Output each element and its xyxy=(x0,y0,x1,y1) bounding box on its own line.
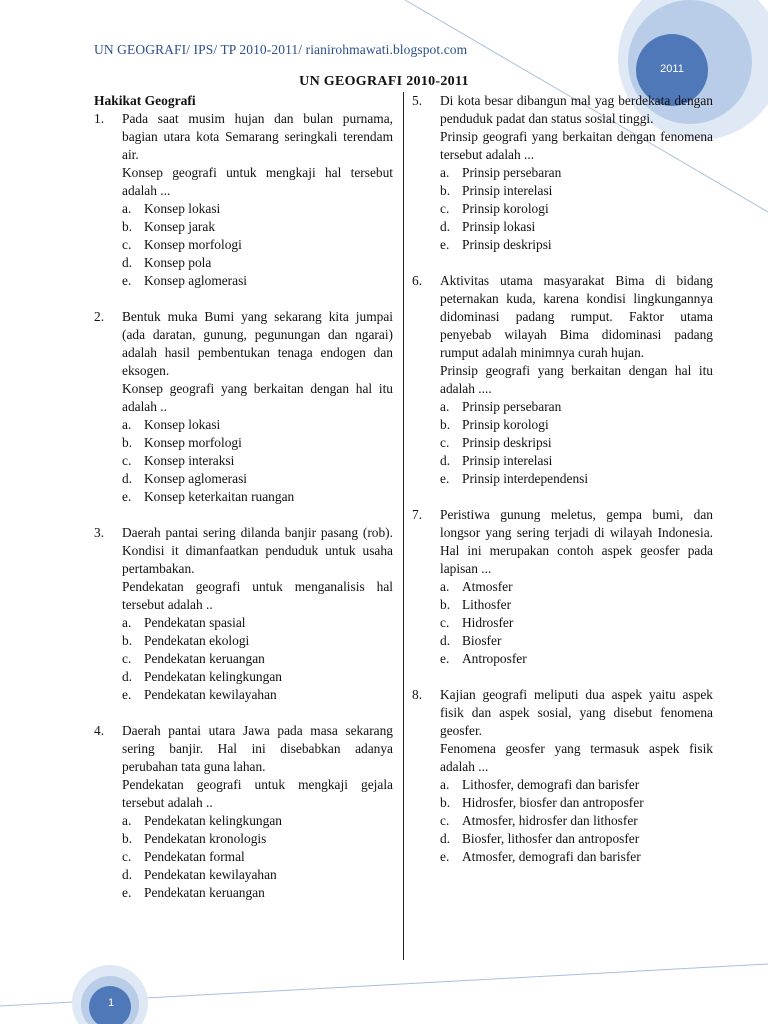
answer-option xyxy=(440,218,713,236)
question-7 xyxy=(412,506,713,668)
answer-option xyxy=(440,776,713,794)
answer-option xyxy=(122,686,393,704)
answer-option xyxy=(440,632,713,650)
answer-option xyxy=(440,236,713,254)
answer-option xyxy=(122,254,393,272)
answer-option xyxy=(122,434,393,452)
option-text: Pendekatan kelingkungan xyxy=(144,669,282,684)
question-stem: Pada saat musim hujan dan bulan purnama, bagian utara kota Semarang seringkali terendam air. xyxy=(122,111,393,162)
option-letter: d. xyxy=(122,669,133,684)
question-body xyxy=(122,110,393,290)
answer-option xyxy=(440,182,713,200)
option-letter: d. xyxy=(440,453,451,468)
option-text: Prinsip persebaran xyxy=(462,399,562,414)
page-number: 1 xyxy=(107,997,115,1009)
option-letter: e. xyxy=(122,489,132,504)
option-letter: b. xyxy=(440,183,451,198)
option-letter: a. xyxy=(122,813,132,828)
question-3 xyxy=(94,524,393,704)
option-letter: b. xyxy=(122,633,133,648)
option-letter: e. xyxy=(122,687,132,702)
option-text: Prinsip interelasi xyxy=(462,453,553,468)
answer-option xyxy=(440,200,713,218)
answer-option xyxy=(122,668,393,686)
question-stem: Di kota besar dibangun mal yag berdekata dengan penduduk padat dan status sosial tinggi. xyxy=(440,93,713,126)
question-number: 2. xyxy=(94,309,105,324)
option-text: Pendekatan spasial xyxy=(144,615,246,630)
question-prompt: Prinsip geografi yang berkaitan dengan hal itu adalah .... xyxy=(440,363,713,396)
option-letter: c. xyxy=(440,615,450,630)
option-text: Prinsip deskripsi xyxy=(462,435,552,450)
question-number: 4. xyxy=(94,723,105,738)
option-letter: a. xyxy=(440,777,450,792)
question-number: 6. xyxy=(412,273,423,288)
answer-option xyxy=(122,650,393,668)
option-letter: e. xyxy=(440,849,450,864)
question-stem: Daerah pantai sering dilanda banjir pasang (rob). Kondisi it dimanfaatkan penduduk untuk usaha pertambakan. xyxy=(122,525,393,576)
answer-option xyxy=(440,848,713,866)
answer-option xyxy=(122,830,393,848)
answer-option xyxy=(122,452,393,470)
option-text: Biosfer xyxy=(462,633,502,648)
question-5 xyxy=(412,92,713,254)
option-letter: a. xyxy=(440,399,450,414)
option-text: Prinsip persebaran xyxy=(462,165,562,180)
option-text: Lithosfer xyxy=(462,597,512,612)
answer-option xyxy=(440,812,713,830)
question-stem: Peristiwa gunung meletus, gempa bumi, dan longsor yang sering terjadi di wilayah Indonesia. Hal ini merupakan contoh aspek geosfer pada lapisan ... xyxy=(440,507,713,576)
question-prompt: Fenomena geosfer yang termasuk aspek fisik adalah ... xyxy=(440,741,713,774)
question-stem: Aktivitas utama masyarakat Bima di bidang peternakan kuda, karena kondisi lingkungannya didominasi padang rumput. Faktor utama penyebab wilayah Bima didominasi padang rumput adalah minimnya curah hujan. xyxy=(440,273,713,360)
option-text: Konsep interaksi xyxy=(144,453,235,468)
answer-option xyxy=(122,614,393,632)
option-text: Prinsip interelasi xyxy=(462,183,553,198)
option-letter: a. xyxy=(440,579,450,594)
answer-option xyxy=(122,866,393,884)
left-column xyxy=(94,92,393,902)
answer-option xyxy=(440,578,713,596)
answer-option xyxy=(440,596,713,614)
question-body xyxy=(440,92,713,254)
answer-option xyxy=(122,884,393,902)
option-text: Biosfer, lithosfer dan antroposfer xyxy=(462,831,640,846)
answer-option xyxy=(440,470,713,488)
option-text: Konsep morfologi xyxy=(144,435,242,450)
question-1 xyxy=(94,110,393,290)
option-letter: c. xyxy=(122,453,132,468)
option-letter: a. xyxy=(122,615,132,630)
option-text: Konsep morfologi xyxy=(144,237,242,252)
option-text: Prinsip korologi xyxy=(462,417,549,432)
answer-option xyxy=(440,614,713,632)
option-letter: b. xyxy=(440,597,451,612)
option-text: Konsep jarak xyxy=(144,219,216,234)
option-letter: c. xyxy=(440,813,450,828)
answer-option xyxy=(122,200,393,218)
answer-option xyxy=(440,830,713,848)
option-text: Hidrosfer, biosfer dan antroposfer xyxy=(462,795,644,810)
option-text: Pendekatan keruangan xyxy=(144,885,265,900)
option-text: Pendekatan keruangan xyxy=(144,651,265,666)
option-letter: d. xyxy=(440,831,451,846)
option-text: Konsep aglomerasi xyxy=(144,273,248,288)
answer-option xyxy=(122,470,393,488)
answer-option xyxy=(440,398,713,416)
option-text: Prinsip korologi xyxy=(462,201,549,216)
question-body xyxy=(122,722,393,902)
question-stem: Bentuk muka Bumi yang sekarang kita jumpai (ada daratan, gunung, pegunungan dan ngarai) adalah hasil pembentukan tenaga endogen dan eksogen. xyxy=(122,309,393,378)
answer-options xyxy=(440,164,713,254)
option-text: Prinsip deskripsi xyxy=(462,237,552,252)
question-prompt: Pendekatan geografi untuk mengkaji gejala tersebut adalah .. xyxy=(122,777,393,810)
answer-option xyxy=(440,650,713,668)
option-letter: b. xyxy=(122,219,133,234)
option-letter: e. xyxy=(122,273,132,288)
option-letter: a. xyxy=(122,201,132,216)
question-body xyxy=(440,272,713,488)
question-body xyxy=(122,308,393,506)
option-text: Pendekatan ekologi xyxy=(144,633,250,648)
option-letter: e. xyxy=(440,237,450,252)
question-2 xyxy=(94,308,393,506)
answer-options xyxy=(122,200,393,290)
option-text: Konsep keterkaitan ruangan xyxy=(144,489,295,504)
question-number: 3. xyxy=(94,525,105,540)
option-text: Antroposfer xyxy=(462,651,527,666)
option-letter: d. xyxy=(440,219,451,234)
year-badge: 2011 xyxy=(660,63,684,75)
option-text: Pendekatan formal xyxy=(144,849,245,864)
option-text: Konsep pola xyxy=(144,255,212,270)
answer-option xyxy=(122,632,393,650)
question-number: 5. xyxy=(412,93,423,108)
option-letter: c. xyxy=(440,201,450,216)
option-letter: b. xyxy=(122,435,133,450)
section-heading: Hakikat Geografi xyxy=(94,93,196,108)
option-letter: a. xyxy=(440,165,450,180)
question-number: 1. xyxy=(94,111,105,126)
answer-option xyxy=(122,848,393,866)
option-letter: c. xyxy=(122,651,132,666)
right-column xyxy=(412,92,713,866)
question-6 xyxy=(412,272,713,488)
question-body xyxy=(440,506,713,668)
answer-options xyxy=(440,776,713,866)
question-number: 7. xyxy=(412,507,423,522)
option-text: Pendekatan kelingkungan xyxy=(144,813,282,828)
question-4 xyxy=(94,722,393,902)
answer-options xyxy=(440,578,713,668)
option-text: Pendekatan kewilayahan xyxy=(144,867,277,882)
option-letter: e. xyxy=(440,651,450,666)
option-letter: c. xyxy=(440,435,450,450)
answer-option xyxy=(122,272,393,290)
answer-option xyxy=(122,236,393,254)
option-letter: c. xyxy=(122,849,132,864)
answer-option xyxy=(440,416,713,434)
option-letter: d. xyxy=(122,471,133,486)
option-text: Konsep lokasi xyxy=(144,201,221,216)
option-text: Atmosfer xyxy=(462,579,513,594)
answer-option xyxy=(122,812,393,830)
column-divider xyxy=(403,92,404,960)
question-prompt: Prinsip geografi yang berkaitan dengan fenomena tersebut adalah ... xyxy=(440,129,713,162)
header-source-line: UN GEOGRAFI/ IPS/ TP 2010-2011/ rianirohmawati.blogspot.com xyxy=(94,42,468,57)
option-letter: d. xyxy=(122,255,133,270)
answer-option xyxy=(440,452,713,470)
question-8 xyxy=(412,686,713,866)
option-text: Prinsip interdependensi xyxy=(462,471,589,486)
option-text: Prinsip lokasi xyxy=(462,219,536,234)
option-text: Konsep aglomerasi xyxy=(144,471,248,486)
option-text: Atmosfer, hidrosfer dan lithosfer xyxy=(462,813,638,828)
answer-option xyxy=(122,416,393,434)
option-text: Konsep lokasi xyxy=(144,417,221,432)
option-letter: e. xyxy=(440,471,450,486)
answer-option xyxy=(122,488,393,506)
answer-options xyxy=(440,398,713,488)
option-letter: d. xyxy=(440,633,451,648)
question-body xyxy=(440,686,713,866)
answer-option xyxy=(440,164,713,182)
question-body xyxy=(122,524,393,704)
option-text: Lithosfer, demografi dan barisfer xyxy=(462,777,640,792)
question-prompt: Konsep geografi untuk mengkaji hal tersebut adalah ... xyxy=(122,165,393,198)
question-number: 8. xyxy=(412,687,423,702)
question-prompt: Pendekatan geografi untuk menganalisis hal tersebut adalah .. xyxy=(122,579,393,612)
option-text: Pendekatan kewilayahan xyxy=(144,687,277,702)
answer-option xyxy=(440,434,713,452)
document-title: UN GEOGRAFI 2010-2011 xyxy=(299,74,469,89)
option-text: Pendekatan kronologis xyxy=(144,831,267,846)
question-stem: Daerah pantai utara Jawa pada masa sekarang sering banjir. Hal ini disebabkan adanya perubahan tata guna lahan. xyxy=(122,723,393,774)
option-letter: e. xyxy=(122,885,132,900)
answer-options xyxy=(122,812,393,902)
option-text: Hidrosfer xyxy=(462,615,514,630)
option-letter: b. xyxy=(440,417,451,432)
question-stem: Kajian geografi meliputi dua aspek yaitu aspek fisik dan aspek sosial, yang disebut fenomena geosfer. xyxy=(440,687,713,738)
option-letter: a. xyxy=(122,417,132,432)
right-question-list xyxy=(412,92,713,866)
answer-options xyxy=(122,416,393,506)
answer-option xyxy=(122,218,393,236)
question-prompt: Konsep geografi yang berkaitan dengan hal itu adalah .. xyxy=(122,381,393,414)
option-letter: b. xyxy=(122,831,133,846)
left-question-list xyxy=(94,110,393,902)
answer-option xyxy=(440,794,713,812)
option-text: Atmosfer, demografi dan barisfer xyxy=(462,849,641,864)
answer-options xyxy=(122,614,393,704)
option-letter: b. xyxy=(440,795,451,810)
option-letter: d. xyxy=(122,867,133,882)
option-letter: c. xyxy=(122,237,132,252)
